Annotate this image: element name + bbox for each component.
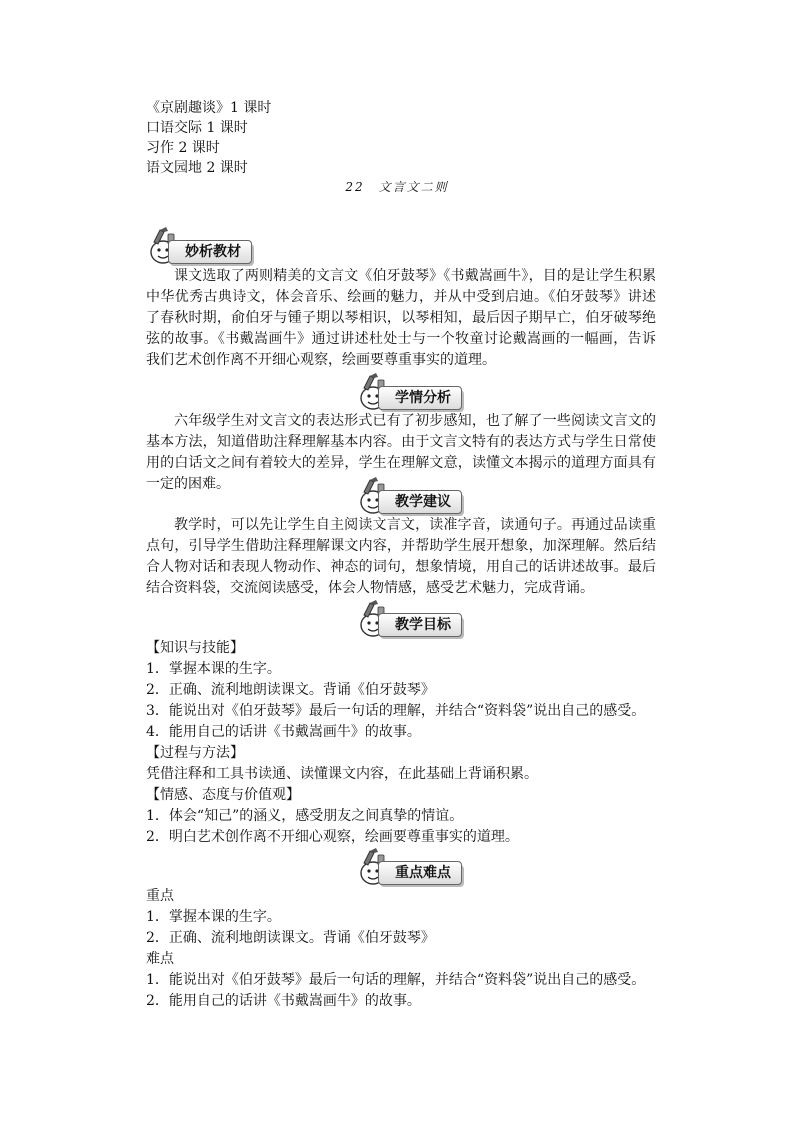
list-item: 3．能说出对《伯牙鼓琴》最后一句话的理解，并结合“资料袋”说出自己的感受。 bbox=[146, 703, 646, 719]
process-label: 【过程与方法】 bbox=[146, 745, 244, 761]
schedule-line: 习作 2 课时 bbox=[146, 140, 220, 156]
schedule-line: 语文园地 2 课时 bbox=[146, 160, 248, 176]
section-heading: 教学建议 bbox=[378, 490, 462, 514]
process-text: 凭借注释和工具书读通、读懂课文内容，在此基础上背诵积累。 bbox=[146, 766, 538, 782]
list-item: 2．正确、流利地朗读课文。背诵《伯牙鼓琴》 bbox=[146, 682, 435, 698]
list-item: 2．能用自己的话讲《书戴嵩画牛》的故事。 bbox=[146, 993, 421, 1009]
list-item: 1．体会“知己”的涵义，感受朋友之间真挚的情谊。 bbox=[146, 808, 464, 824]
section-heading: 妙析教材 bbox=[168, 240, 252, 264]
list-item: 4．能用自己的话讲《书戴嵩画牛》的故事。 bbox=[146, 724, 421, 740]
difficult-label: 难点 bbox=[146, 951, 174, 967]
knowledge-label: 【知识与技能】 bbox=[146, 640, 244, 656]
list-item: 2．正确、流利地朗读课文。背诵《伯牙鼓琴》 bbox=[146, 930, 435, 946]
suggestions-paragraph: 教学时，可以先让学生自主阅读文言文，读准字音，读通句子。再通过品读重点句，引导学生借助注释理解课文内容，并帮助学生展开想象，加深理解。然后结合人物对话和表现人物动作、神态的词句，想象情境，用自己的话讲述故事。最后结合资料袋，交流阅读感受，体会人物情感，感受艺术魅力，完成背诵。 bbox=[146, 517, 656, 596]
list-item: 1．掌握本课的生字。 bbox=[146, 661, 281, 677]
section-heading: 学情分析 bbox=[378, 386, 462, 410]
emotion-label: 【情感、态度与价值观】 bbox=[146, 787, 300, 803]
key-label: 重点 bbox=[146, 888, 174, 904]
students-paragraph: 六年级学生对文言文的表达形式已有了初步感知，也了解了一些阅读文言文的基本方法，知道借助注释理解基本内容。由于文言文特有的表达方式与学生日常使用的白话文之间有着较大的差异，学生在理解文意，读懂文本揭示的道理方面具有一定的困难。 bbox=[146, 413, 656, 492]
section-heading: 教学目标 bbox=[378, 613, 462, 637]
section-heading: 重点难点 bbox=[378, 861, 462, 885]
schedule-line: 口语交际 1 课时 bbox=[146, 120, 248, 136]
analysis-paragraph: 课文选取了两则精美的文言文《伯牙鼓琴》《书戴嵩画牛》，目的是让学生积累中华优秀古典诗文，体会音乐、绘画的魅力，并从中受到启迪。《伯牙鼓琴》讲述了春秋时期，俞伯牙与锺子期以琴相识，以琴相知，最后因子期早亡，伯牙破琴绝弦的故事。《书戴嵩画牛》通过讲述杜处士与一个牧童讨论戴嵩画的一幅画，告诉我们艺术创作离不开细心观察，绘画要尊重事实的道理。 bbox=[146, 268, 656, 368]
list-item: 1．能说出对《伯牙鼓琴》最后一句话的理解，并结合“资料袋”说出自己的感受。 bbox=[146, 972, 646, 988]
list-item: 2．明白艺术创作离不开细心观察，绘画要尊重事实的道理。 bbox=[146, 829, 519, 845]
list-item: 1．掌握本课的生字。 bbox=[146, 909, 281, 925]
schedule-line: 《京剧趣谈》1 课时 bbox=[146, 100, 272, 116]
lesson-title: 22 文言文二则 bbox=[345, 180, 449, 194]
